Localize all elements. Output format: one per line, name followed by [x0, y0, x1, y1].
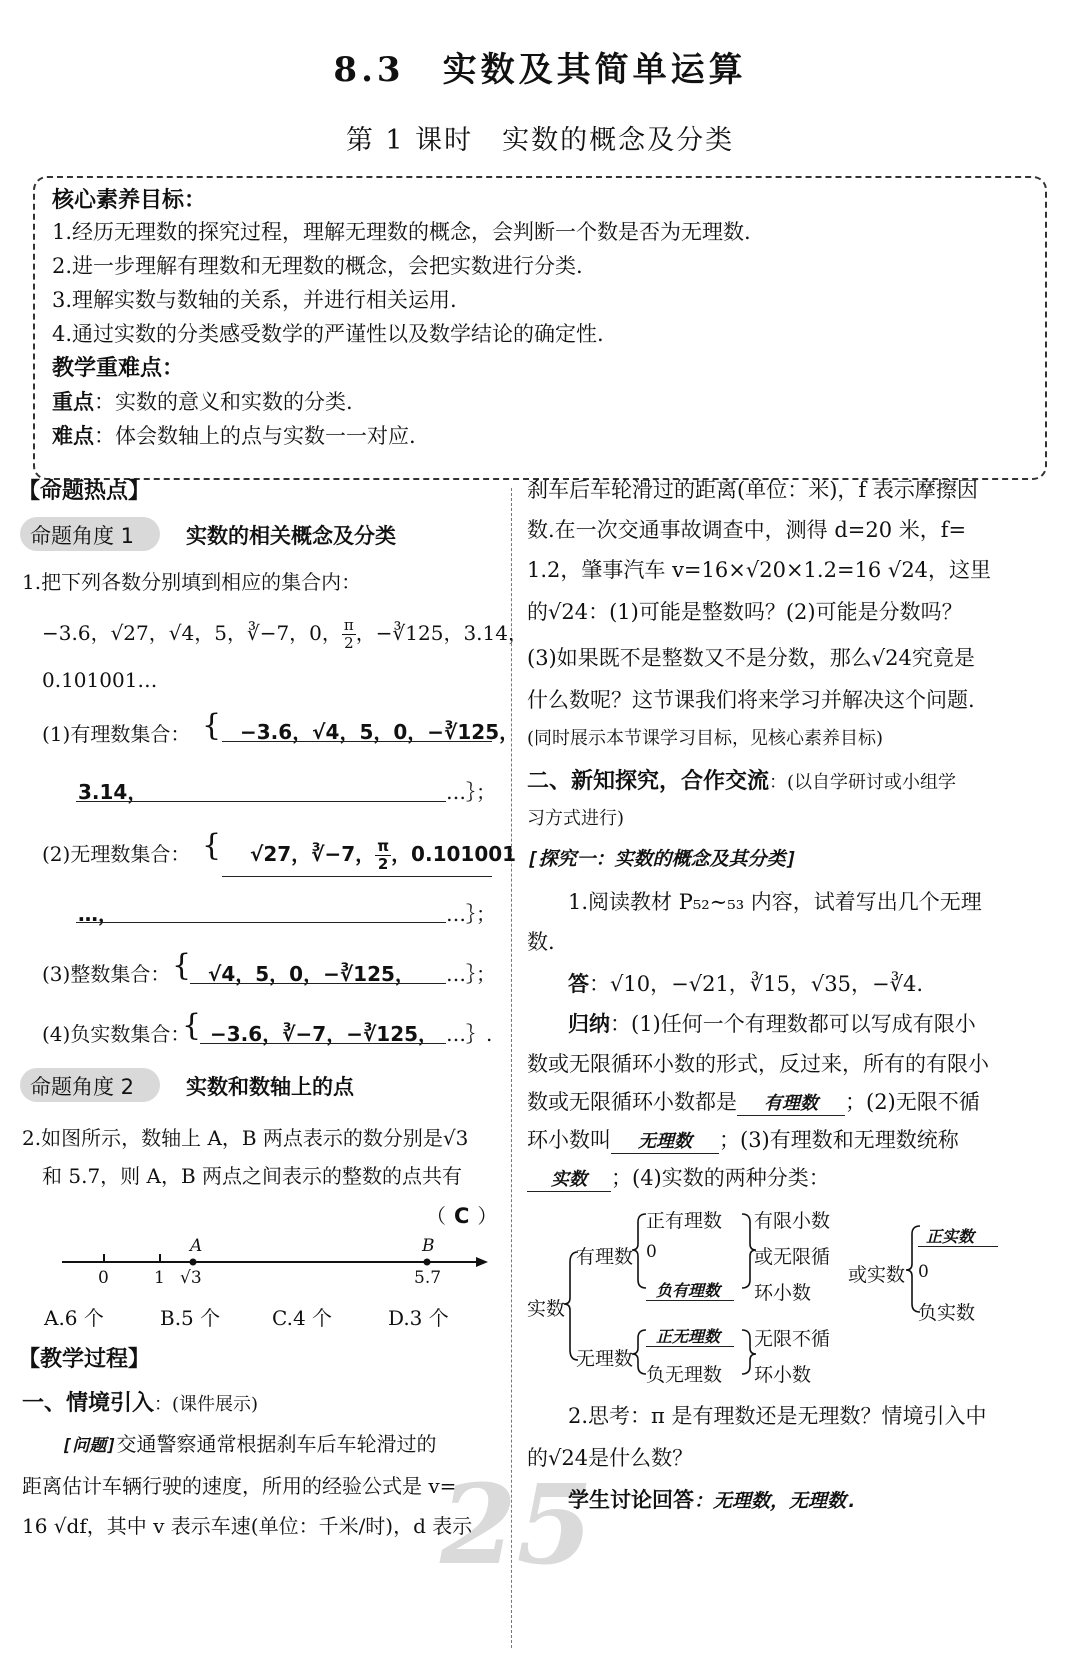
- q1-numbers-1: [42, 617, 528, 652]
- summary-text: ；(3)有理数和无理数统称: [719, 1128, 959, 1152]
- choice-b: B.5 个: [160, 1306, 221, 1330]
- read-line: 1.阅读教材 P₅₂∼₅₃ 内容，试着写出几个无理: [568, 890, 982, 914]
- label-A: A: [190, 1236, 203, 1256]
- new-note-2: 习方式进行): [527, 808, 625, 829]
- answer-line: [190, 983, 446, 984]
- tree-blank-line: [918, 1246, 998, 1247]
- tick-label-0: 0: [98, 1268, 109, 1288]
- intro-title: 一、情境引入: [22, 1391, 155, 1416]
- answer-line: [222, 876, 492, 877]
- summary-line: [527, 1162, 830, 1192]
- key-point: [52, 386, 353, 416]
- angle1-label: 命题角度 1: [30, 524, 135, 548]
- new-heading: 二、新知探究，合作交流: [527, 769, 770, 794]
- answer-label: 答: [568, 972, 589, 996]
- blank-real: 实数: [527, 1165, 611, 1192]
- tree-zero-2: 0: [918, 1262, 929, 1282]
- brace-rational: [632, 1214, 646, 1288]
- set1-answer-a: −3.6，√4，5，0，−∛125，: [240, 720, 520, 744]
- tree-root: 实数: [527, 1298, 566, 1320]
- problem-line3: 16 √df，其中 v 表示车速(单位：千米/时)，d 表示: [22, 1514, 473, 1538]
- angle2-title: 实数和数轴上的点: [186, 1075, 354, 1099]
- para-line: 的√24：(1)可能是整数吗？(2)可能是分数吗？: [527, 600, 963, 624]
- set2-ans-part2: ，0.101001: [391, 842, 517, 866]
- intro-heading: [22, 1386, 258, 1417]
- set4-label: (4)负实数集合：: [42, 1022, 191, 1046]
- read-line-2: 数.: [527, 930, 555, 954]
- tree-finite-1: 有限小数: [754, 1210, 831, 1232]
- set2-ans-part: √27，∛−7，: [250, 842, 376, 866]
- problem-line2: 距离估计车辆行驶的速度，所用的经验公式是 v=: [22, 1474, 457, 1498]
- answer-line: [568, 968, 923, 998]
- paren-right: ）: [477, 1204, 498, 1228]
- goals-heading: 核心素养目标：: [52, 188, 207, 213]
- para-line: (3)如果既不是整数又不是分数，那么√24究竟是: [527, 646, 975, 670]
- hard-point: [52, 420, 416, 450]
- brace-left: {: [202, 708, 222, 743]
- page-title: 8.3 实数及其简单运算: [333, 50, 747, 90]
- answer-line: [200, 1043, 446, 1044]
- label-B: B: [422, 1236, 435, 1256]
- brace-left: {: [172, 948, 192, 983]
- summary-text: ；(4)实数的两种分类：: [611, 1166, 830, 1190]
- summary-text: 数或无限循环小数都是: [527, 1090, 737, 1114]
- para-line: 数.在一次交通事故调查中，测得 d=20 米，f=: [527, 518, 967, 542]
- goal-item: 2.进一步理解有理数和无理数的概念，会把实数进行分类.: [52, 254, 583, 278]
- angle2-label: 命题角度 2: [30, 1075, 135, 1099]
- set1-label: (1)有理数集合：: [42, 722, 191, 746]
- tree-or-real: 或实数: [848, 1264, 906, 1286]
- problem-tag: [问题]: [62, 1436, 117, 1456]
- goal-item: 1.经历无理数的探究过程，理解无理数的概念，会判断一个数是否为无理数.: [52, 220, 751, 244]
- goal-item: 4.通过实数的分类感受数学的严谨性以及数学结论的确定性.: [52, 322, 604, 346]
- q1-nums-b: ，−∛125，3.14，: [355, 621, 528, 645]
- para-line: 什么数呢？这节课我们将来学习并解决这个问题.: [527, 688, 975, 712]
- summary-text: 环小数叫: [527, 1128, 611, 1152]
- inquiry-heading: [探究一：实数的概念及其分类]: [527, 848, 797, 870]
- page-number: 25: [440, 1460, 594, 1589]
- summary-line: [568, 1008, 976, 1038]
- pi-over-2: [342, 617, 356, 652]
- intro-note: ：(课件展示): [154, 1394, 259, 1415]
- q1-nums-a: −3.6，√27，√4，5，∛−7，0，: [42, 621, 342, 645]
- set3-end: …｝；: [446, 962, 496, 986]
- tree-pos-real: 正实数: [926, 1227, 975, 1246]
- pi-denominator: 2: [377, 855, 389, 873]
- hard-label: 难点: [52, 424, 94, 448]
- set2-answer-a: [250, 838, 516, 873]
- summary-text: ；(2)无限不循: [845, 1090, 980, 1114]
- discuss-label: 学生讨论回答: [568, 1488, 694, 1512]
- summary-text: ：(1)任何一个有理数都可以写成有限小: [610, 1012, 976, 1036]
- choice-d: D.3 个: [388, 1306, 449, 1330]
- tree-blank-line: [646, 1300, 734, 1301]
- pi-denominator: 2: [344, 634, 354, 652]
- paren-left: （: [426, 1204, 446, 1228]
- hard-text: ：体会数轴上的点与实数一一对应.: [94, 424, 416, 448]
- answer-line: [76, 922, 446, 923]
- choice-a: A.6 个: [44, 1306, 104, 1330]
- point-B: [424, 1259, 431, 1266]
- set4-end: …｝.: [446, 1022, 493, 1046]
- pi-over-2: [375, 838, 391, 873]
- summary-label: 归纳: [568, 1012, 610, 1036]
- goal-item: 3.理解实数与数轴的关系，并进行相关运用.: [52, 288, 457, 312]
- tree-inf-1: 无限不循: [754, 1328, 831, 1350]
- summary-line: [527, 1086, 980, 1116]
- tick-label-sqrt3: √3: [180, 1268, 202, 1288]
- tree-neg-irrational: 负无理数: [646, 1364, 723, 1386]
- answer-line: [76, 801, 446, 802]
- lesson-subtitle: 第 1 课时 实数的概念及分类: [345, 125, 735, 156]
- tree-pos-irrational: 正无理数: [656, 1327, 721, 1346]
- summary-line: [527, 1124, 959, 1154]
- para-line: (同时展示本节课学习目标，见核心素养目标): [527, 728, 884, 749]
- tree-blank-line: [646, 1346, 734, 1347]
- set1-end: …｝；: [446, 780, 496, 804]
- pi-numerator: π: [377, 837, 390, 855]
- q2-answer-bracket: [426, 1200, 497, 1229]
- tree-finite-3: 环小数: [754, 1282, 812, 1304]
- key-text: ：实数的意义和实数的分类.: [94, 390, 353, 414]
- angle1-title: 实数的相关概念及分类: [186, 524, 396, 548]
- hot-heading: 【命题热点】: [18, 479, 151, 504]
- tree-neg-rational: 负有理数: [656, 1281, 721, 1300]
- summary-line: 数或无限循环小数的形式，反过来，所有的有限小: [527, 1052, 989, 1076]
- tree-neg-real: 负实数: [918, 1302, 976, 1324]
- para-line: 刹车后车轮滑过的距离(单位：米)，f 表示摩擦因: [527, 478, 978, 502]
- problem-text: 交通警察通常根据刹车后车轮滑过的: [116, 1432, 437, 1456]
- q2-line1: 2.如图所示，数轴上 A，B 两点表示的数分别是√3: [22, 1126, 469, 1150]
- tree-inf-2: 环小数: [754, 1364, 812, 1386]
- tree-rational: 有理数: [576, 1246, 634, 1268]
- tick-label-57: 5.7: [414, 1268, 442, 1288]
- discuss-line: [568, 1484, 857, 1514]
- set1-answer-b: 3.14，: [78, 780, 148, 804]
- brace-irrational: [632, 1330, 646, 1374]
- think-line-2: 的√24是什么数？: [527, 1446, 694, 1470]
- difficulty-heading: 教学重难点：: [52, 356, 185, 381]
- answer-line: [222, 741, 492, 742]
- blank-irrational: 无理数: [611, 1127, 719, 1154]
- q2-answer: C: [454, 1204, 470, 1228]
- problem-line1: [62, 1428, 436, 1457]
- q1-stem: 1.把下列各数分别填到相应的集合内：: [22, 570, 362, 594]
- set3-answer: √4，5，0，−∛125，: [208, 962, 415, 986]
- answer-text: ：√10，−√21，∛15，√35，−∛4.: [589, 972, 924, 996]
- tree-zero: 0: [646, 1242, 657, 1262]
- discuss-text: ：无理数，无理数.: [694, 1490, 858, 1512]
- q1-numbers-2: 0.101001…: [42, 668, 158, 692]
- tree-irrational: 无理数: [576, 1348, 634, 1370]
- new-section: [527, 764, 956, 795]
- para-line: 1.2，肇事汽车 v=16×√20×1.2=16 √24，这里: [527, 558, 992, 582]
- brace-left: {: [202, 828, 222, 863]
- set2-end: …｝；: [446, 902, 496, 926]
- process-heading: 【教学过程】: [18, 1347, 151, 1372]
- set4-answer: −3.6，∛−7，−∛125，: [210, 1022, 439, 1046]
- choice-c: C.4 个: [272, 1306, 333, 1330]
- axis-arrow: [476, 1257, 488, 1267]
- pi-numerator: π: [343, 616, 354, 634]
- tick-label-1: 1: [154, 1268, 165, 1288]
- q2-line2: 和 5.7，则 A，B 两点之间表示的整数的点共有: [42, 1164, 463, 1188]
- think-line: 2.思考：π 是有理数还是无理数？情境引入中: [568, 1404, 987, 1428]
- new-note: ：(以自学研讨或小组学: [769, 772, 957, 793]
- set2-label: (2)无理数集合：: [42, 842, 191, 866]
- key-label: 重点: [52, 390, 94, 414]
- blank-rational: 有理数: [737, 1089, 845, 1116]
- point-A: [190, 1259, 197, 1266]
- brace-left: {: [182, 1008, 202, 1043]
- tree-finite-2: 或无限循: [754, 1246, 831, 1268]
- tree-pos-rational: 正有理数: [646, 1210, 723, 1232]
- set3-label: (3)整数集合：: [42, 962, 171, 986]
- set2-answer-b: …，: [78, 902, 118, 926]
